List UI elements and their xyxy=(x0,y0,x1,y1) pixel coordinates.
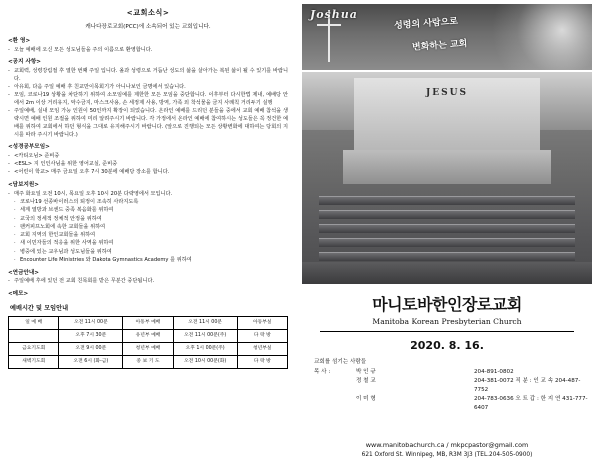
table-row xyxy=(9,316,288,329)
stage-platform xyxy=(343,150,552,184)
bullet-icon: · xyxy=(14,232,16,239)
list-item xyxy=(8,92,288,108)
serving-phone: 204-783-0636 오 트 갑 : 한 지 연 431-777-6407 xyxy=(474,395,588,411)
table-cell: 오전 10시 00분(화) xyxy=(173,355,237,368)
list-item xyxy=(8,224,288,232)
list-item xyxy=(8,232,288,240)
bulletin-date: 2020. 8. 16. xyxy=(410,339,484,352)
section-heading: <공지 사항> xyxy=(8,59,41,66)
slogan-line-1: 성령의 사람으로 xyxy=(393,16,459,32)
table-cell: 오전 11시 00분 xyxy=(173,316,237,329)
list-item xyxy=(8,84,288,92)
table-cell: 오후 1시 00분(주) xyxy=(173,342,237,355)
announcements-title: <교회소식> xyxy=(126,8,170,17)
list-item-text: 코로나19 선종바이러스의 퇴정이 조속히 사라지도록 xyxy=(20,198,139,205)
table-row xyxy=(9,355,288,368)
serving-phone: 204-891-0802 xyxy=(474,368,514,375)
section-welcome xyxy=(8,37,288,54)
table-cell: 청년부 예배 xyxy=(123,342,173,355)
list-item xyxy=(8,278,288,286)
list-item xyxy=(8,169,288,177)
list-item-text: 세계 열방과 브센드 중족 복음화를 위하여 xyxy=(20,207,114,214)
serving-row xyxy=(314,395,592,413)
serving-role: 목 사 : xyxy=(314,368,331,375)
table-row xyxy=(9,329,288,342)
cover-banner xyxy=(302,4,592,70)
list-item-text: 주일예배, 실내 모임 가능 인원이 50인까지 확장이 되었습니다. 온라인 예배를 드리던 분들을 중에서 교회 예배 참석을 생략시면 예배 인원 조절을 위하여 미리 알려주시기 바랍니다. 각 가정에서 온라인 예배에 참여하시는 성도들은 꼭 정건한 예배를 위하여 교회에서 하던 형식을 그대로 유지해주시기 바랍니다. (앞으로 진행되는 모든 상황변화에 대하여는 당회의 지시를 따라 주시기 바랍니다.) xyxy=(14,108,288,138)
table-cell: 오전 9시 00분 xyxy=(59,342,123,355)
section-notices xyxy=(8,58,288,139)
list-item xyxy=(8,216,288,224)
table-cell: 유년부 예배 xyxy=(123,329,173,342)
bullet-icon: · xyxy=(14,248,16,255)
joshua-logo-text: Joshua xyxy=(310,8,358,21)
bullet-icon: · xyxy=(14,256,16,263)
pew-row xyxy=(319,210,574,219)
serving-row xyxy=(314,368,592,377)
slogan-line-2: 변화하는 교회 xyxy=(411,39,468,53)
table-cell: 오후 7시 30분 xyxy=(59,329,123,342)
section-bible-study xyxy=(8,143,288,177)
serving-name: 정 철 교 xyxy=(356,377,376,384)
schedule-table xyxy=(8,316,288,369)
light-rays-graphic xyxy=(478,4,592,70)
section-heading: <성경공부모임> xyxy=(8,144,50,151)
table-cell: 아동부 예배 xyxy=(123,316,173,329)
list-item xyxy=(8,47,288,55)
serving-heading: 교회를 섬기는 사람들 xyxy=(314,359,367,365)
bullet-icon: - xyxy=(8,278,10,285)
section-heading: <환 영> xyxy=(8,38,31,45)
list-item-text: Encounter Life Ministries 와 Dakota Gymnastics Academy 를 위하여 xyxy=(20,256,192,263)
section-memo xyxy=(8,290,288,298)
bullet-icon: - xyxy=(8,190,10,197)
divider xyxy=(320,331,574,332)
list-item xyxy=(8,257,288,265)
bullet-icon: - xyxy=(8,83,10,90)
floor-area xyxy=(302,262,592,284)
list-item-text: 주일예배 후에 있던 전 교회 친목회를 받은 무분간 중단됩니다. xyxy=(14,278,155,285)
right-column-cover xyxy=(296,0,600,465)
section-fellowship xyxy=(8,269,288,286)
list-item-text: 팬커피프노회에 속한 교회들을 위하여 xyxy=(20,223,106,230)
bullet-icon: - xyxy=(8,46,10,53)
schedule-table-title: 예배시간 및 모임안내 xyxy=(10,305,69,313)
list-item-text: 매주 화요일 오전 10시, 목요일 오후 10시 20분 다략영에서 모입니다. xyxy=(14,190,173,197)
sanctuary-photo xyxy=(302,72,592,284)
bullet-icon: · xyxy=(14,207,16,214)
list-item xyxy=(8,153,288,161)
list-item-text: 병중에 있는 교우님과 성도님들을 위하여 xyxy=(20,248,112,255)
serving-role xyxy=(314,395,356,413)
table-cell: 오전 6시 (화-금) xyxy=(59,355,123,368)
list-item xyxy=(8,108,288,139)
list-item-text: 교회력, 성령강림절 후 열한 번째 주일 입니다. 올과 성령으로 거듭난 성도의 삶을 살아가는 복된 삶이 될 수 있기를 바랍니다. xyxy=(14,67,288,82)
list-item-text: <ESL> 지 인인사님을 위한 영어교실, 준비중 xyxy=(14,161,118,168)
list-item xyxy=(8,199,288,207)
list-item xyxy=(8,207,288,215)
list-item-text: <카티오님> 준비중 xyxy=(14,152,60,159)
table-cell: 다 락 방 xyxy=(237,355,287,368)
table-cell: 일 예 배 xyxy=(9,316,59,329)
bullet-icon: · xyxy=(14,198,16,205)
jesus-sign-text: JESUS xyxy=(426,88,468,98)
section-prayer xyxy=(8,181,288,265)
list-item xyxy=(8,191,288,199)
left-column-announcements xyxy=(0,0,296,465)
denomination-note: 캐나다장로교회(PCC)에 소속되어 있는 교회입니다. xyxy=(85,23,211,30)
list-item xyxy=(8,68,288,84)
list-item-text: 모임, 코로나19 상황을 차단하기 위하여 소모임예를 제한한 모든 모임을 중단합니다. 이후부터 다시한법 제내, 예배당 안에서 2m 이상 거리유지, 악수금지, 마스크사용, 손 세정제 사용, 방역, 가족 외 착석물을 금지 사례칙 거리두기 실행 xyxy=(14,92,288,106)
section-heading: <연금안내> xyxy=(8,269,39,276)
bullet-icon: - xyxy=(8,67,10,74)
bullet-icon: - xyxy=(8,92,10,99)
list-item xyxy=(8,161,288,169)
list-item-text: 교회 지역의 한인교회들을 위하여 xyxy=(20,232,96,239)
serving-members-block xyxy=(314,358,592,413)
church-name-english: Manitoba Korean Presbyterian Church xyxy=(372,317,522,326)
table-row xyxy=(9,342,288,355)
list-item-text: 아유회, 다음 주일 예배 후 친교만이목회기가 아니나보인 금명에서 있습니다. xyxy=(14,83,186,90)
bullet-icon: · xyxy=(14,223,16,230)
list-item-text: <어린이 학교> 매주 금요일 오후 7시 30분에 예배당 장소를 합니다. xyxy=(14,169,170,176)
pew-row xyxy=(319,238,574,247)
section-heading: <메모> xyxy=(8,290,29,297)
website-and-email[interactable]: www.manitobachurch.ca / mkpcpastor@gmail.com xyxy=(365,441,529,450)
table-cell: 아동부실 xyxy=(237,316,287,329)
church-address: 621 Oxford St. Winnipeg, MB, R3M 3J3 (TEL.204-505-0900) xyxy=(361,452,533,459)
bullet-icon: - xyxy=(8,108,10,115)
serving-role xyxy=(314,377,356,395)
table-cell xyxy=(9,329,59,342)
footer-contact xyxy=(302,440,592,461)
section-heading: <담보지원> xyxy=(8,182,39,189)
table-cell: 금요기도회 xyxy=(9,342,59,355)
bullet-icon: - xyxy=(8,152,10,159)
church-name-korean: 마니토바한인장로교회 xyxy=(372,295,522,314)
bullet-icon: - xyxy=(8,161,10,168)
pew-row xyxy=(319,252,574,261)
bullet-icon: · xyxy=(14,215,16,222)
table-cell: 다 락 방 xyxy=(237,329,287,342)
list-item xyxy=(8,249,288,257)
list-item xyxy=(8,240,288,248)
table-cell: 청년부실 xyxy=(237,342,287,355)
bullet-icon: · xyxy=(14,240,16,247)
table-cell: 중 보 기 도 xyxy=(123,355,173,368)
table-cell: 오전 11시 00분 xyxy=(59,316,123,329)
serving-row xyxy=(314,377,592,395)
list-item-text: 교국의 정세적 정체적 안정을 위하여 xyxy=(20,215,102,222)
list-item-text: 오늘 예배에 오신 모든 성도님들을 주의 이름으로 환영합니다. xyxy=(14,46,153,53)
serving-name: 박 인 규 xyxy=(356,368,376,375)
bullet-icon: - xyxy=(8,169,10,176)
table-cell: 새벽기도회 xyxy=(9,355,59,368)
table-cell: 오전 11시 00분(주) xyxy=(173,329,237,342)
serving-name: 이 미 형 xyxy=(356,395,376,402)
list-item-text: 새 이민자들의 적응을 위한 사역을 위하여 xyxy=(20,240,114,247)
pew-row xyxy=(319,224,574,233)
serving-phone: 204-381-0072 직 분 : 인 교 속 204-487-7752 xyxy=(474,377,581,393)
pew-row xyxy=(319,196,574,205)
